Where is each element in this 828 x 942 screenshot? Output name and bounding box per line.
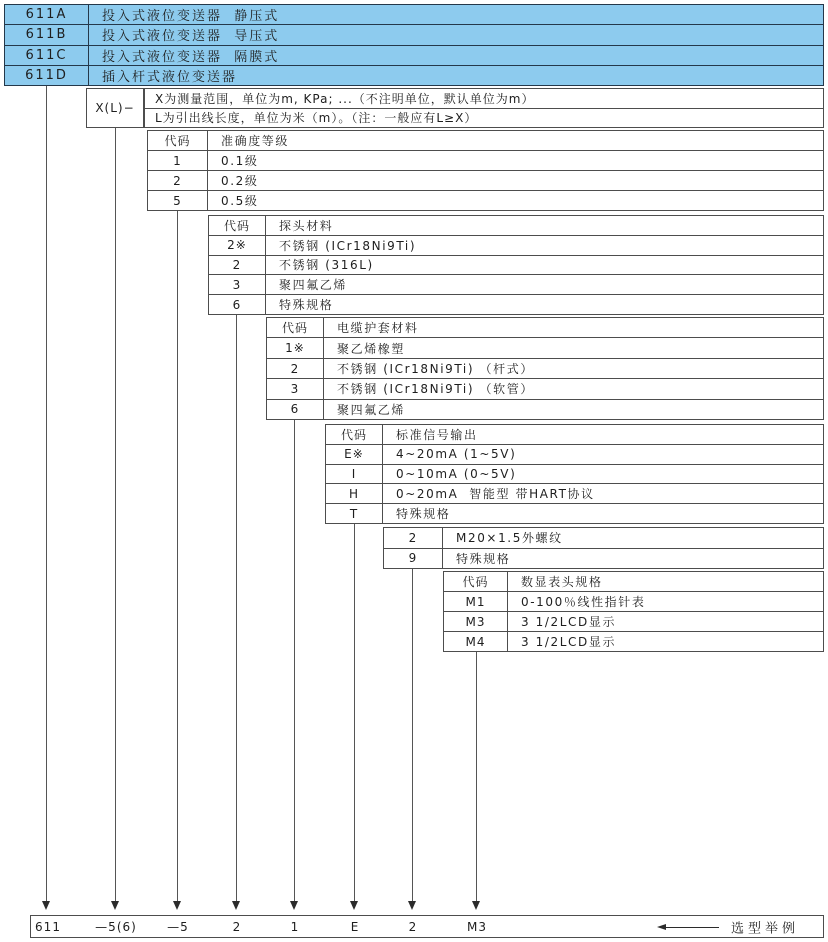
connector-line-range <box>115 128 116 901</box>
code-cell: M4 <box>444 632 508 651</box>
display-row <box>444 631 823 651</box>
arrowhead-icon <box>232 901 240 910</box>
signal-row <box>326 444 823 464</box>
example-label: 选型举例 <box>731 921 800 936</box>
desc-cell: 0.2级 <box>221 174 259 188</box>
range-line-l: L为引出线长度，单位为米（m）。（注：一般应有L≥X） <box>145 108 823 128</box>
model-desc: 投入式液位变送器 静压式 <box>102 9 280 25</box>
example-value-thread: 2 <box>408 919 418 934</box>
cable-sheath-table <box>266 317 824 420</box>
model-desc: 投入式液位变送器 隔膜式 <box>102 49 280 65</box>
desc-cell: 0.1级 <box>221 154 259 168</box>
probe-row <box>209 255 823 275</box>
cable-row <box>267 358 823 378</box>
code-cell: 3 <box>209 275 266 294</box>
code-cell: M3 <box>444 612 508 631</box>
thread-table <box>383 527 824 569</box>
code-cell: E※ <box>326 445 383 464</box>
signal-row <box>326 503 823 523</box>
probe-row <box>209 235 823 255</box>
header-name: 电缆护套材料 <box>337 321 419 336</box>
desc-cell: 聚四氟乙烯 <box>337 402 406 417</box>
model-code: 611C <box>5 46 89 65</box>
code-cell: 2 <box>148 171 208 190</box>
code-cell: 5 <box>148 191 208 210</box>
model-code: 611A <box>5 5 89 24</box>
code-cell: T <box>326 504 383 523</box>
probe-material-table <box>208 215 824 315</box>
code-cell: 6 <box>267 400 324 419</box>
probe-row <box>209 274 823 294</box>
cable-row <box>267 378 823 398</box>
probe-row <box>209 294 823 314</box>
cable-row <box>267 399 823 419</box>
display-head-table <box>443 571 824 652</box>
selection-example-box <box>30 915 824 938</box>
model-desc: 插入杆式液位变送器 <box>102 69 238 85</box>
model-table <box>4 4 824 86</box>
header-name: 标准信号输出 <box>396 427 478 442</box>
desc-cell: 4~20mA (1~5V) <box>396 447 517 462</box>
example-value-accuracy: —5 <box>167 919 189 934</box>
desc-cell: 0~20mA 智能型 带HART协议 <box>396 487 595 502</box>
code-cell: 3 <box>267 379 324 398</box>
example-value-range: —5(6) <box>95 919 137 934</box>
desc-cell: 特殊规格 <box>456 551 511 566</box>
header-name: 准确度等级 <box>221 134 290 148</box>
header-code: 代码 <box>148 131 208 150</box>
desc-cell: 0-100％线性指针表 <box>521 595 646 609</box>
accuracy-header <box>148 131 823 150</box>
accuracy-row <box>148 190 823 210</box>
arrowhead-icon <box>472 901 480 910</box>
example-value-display: M3 <box>467 919 487 934</box>
example-value-cable: 1 <box>290 919 300 934</box>
model-code: 611B <box>5 25 89 44</box>
code-cell: M1 <box>444 592 508 611</box>
code-cell: 2 <box>209 256 266 275</box>
arrowhead-icon <box>408 901 416 910</box>
code-cell: H <box>326 484 383 503</box>
accuracy-row <box>148 170 823 190</box>
header-code: 代码 <box>209 216 266 235</box>
model-row-611c <box>5 45 823 65</box>
connector-line-thread <box>412 569 413 901</box>
connector-line-signal <box>354 524 355 901</box>
example-value-model: 611 <box>35 919 61 934</box>
header-code: 代码 <box>444 572 508 591</box>
signal-row <box>326 464 823 484</box>
range-line-x: X为测量范围，单位为m, KPa; ...（不注明单位，默认单位为m） <box>155 91 535 106</box>
header-code: 代码 <box>326 425 383 444</box>
display-row <box>444 591 823 611</box>
desc-cell: 3 1/2LCD显示 <box>521 635 617 649</box>
example-value-signal: E <box>350 919 360 934</box>
connector-line-display <box>476 652 477 901</box>
display-header <box>444 572 823 591</box>
model-row-611a <box>5 5 823 24</box>
thread-row <box>384 528 823 548</box>
example-value-probe: 2 <box>232 919 242 934</box>
header-code: 代码 <box>267 318 324 337</box>
desc-cell: M20×1.5外螺纹 <box>456 531 563 546</box>
probe-header <box>209 216 823 235</box>
desc-cell: 不锈钢 (ICr18Ni9Ti) （杆式） <box>337 362 534 377</box>
header-name: 探头材料 <box>279 218 334 233</box>
arrowhead-icon <box>173 901 181 910</box>
model-row-611d <box>5 65 823 85</box>
signal-output-table <box>325 424 824 524</box>
desc-cell: 不锈钢 (ICr18Ni9Ti) <box>279 238 417 253</box>
connector-line-accuracy <box>177 211 178 901</box>
range-code-box: X(L)− <box>86 88 144 128</box>
code-cell: 2※ <box>209 236 266 255</box>
model-desc: 投入式液位变送器 导压式 <box>102 29 280 45</box>
code-cell: 1※ <box>267 338 324 357</box>
accuracy-row <box>148 150 823 170</box>
model-row-611b <box>5 24 823 44</box>
arrowhead-icon <box>350 901 358 910</box>
code-cell: 9 <box>384 549 443 569</box>
model-code: 611D <box>5 66 89 85</box>
cable-row <box>267 337 823 357</box>
range-description-table <box>144 88 824 128</box>
desc-cell: 3 1/2LCD显示 <box>521 615 617 629</box>
display-row <box>444 611 823 631</box>
code-cell: 6 <box>209 295 266 314</box>
code-cell: 1 <box>148 151 208 170</box>
header-name: 数显表头规格 <box>521 575 603 589</box>
signal-header <box>326 425 823 444</box>
desc-cell: 0.5级 <box>221 194 259 208</box>
arrowhead-icon <box>42 901 50 910</box>
connector-line-probe <box>236 315 237 901</box>
desc-cell: 聚四氟乙烯 <box>279 278 348 293</box>
desc-cell: 不锈钢 (316L) <box>279 258 374 273</box>
arrowhead-icon <box>290 901 298 910</box>
desc-cell: 特殊规格 <box>279 298 334 313</box>
accuracy-table <box>147 130 824 211</box>
desc-cell: 特殊规格 <box>396 507 451 522</box>
connector-line-model <box>46 86 47 901</box>
code-cell: 2 <box>384 528 443 548</box>
desc-cell: 聚乙烯橡塑 <box>337 341 406 356</box>
arrowhead-icon <box>111 901 119 910</box>
connector-line-cable <box>294 420 295 901</box>
code-cell: 2 <box>267 359 324 378</box>
code-cell: I <box>326 465 383 484</box>
desc-cell: 不锈钢 (ICr18Ni9Ti) （软管） <box>337 382 534 397</box>
signal-row <box>326 483 823 503</box>
desc-cell: 0~10mA (0~5V) <box>396 466 517 481</box>
cable-header <box>267 318 823 337</box>
arrow-left-icon <box>657 924 666 930</box>
thread-row <box>384 548 823 569</box>
example-arrow-line <box>661 927 719 928</box>
